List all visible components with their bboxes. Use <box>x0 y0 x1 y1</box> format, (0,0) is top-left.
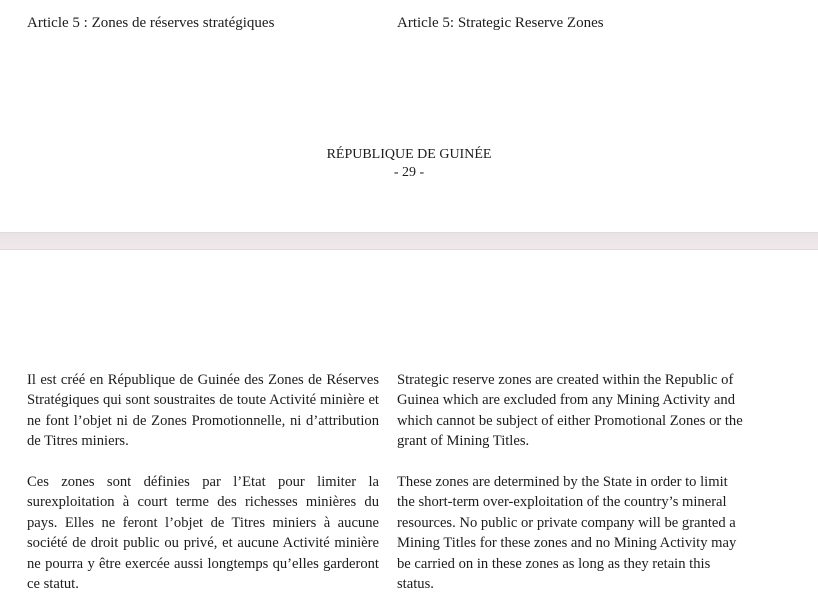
page-number: - 29 - <box>393 165 425 180</box>
page-bottom <box>0 250 818 595</box>
paragraph-text: Ces zones sont définies par l’Etat pour limiter la surexploitation à court terme des richesses minières du pays. Elles ne feront l’objet de Titres miniers à aucune société de droit public ou privé, et aucune Activité minière ne pourra y être exercée aussi longtemps qu’elles garderont ce statut. <box>27 474 379 593</box>
paragraph-text: Strategic reserve zones are created within the Republic of Guinea which are excluded from any Mining Activity and which cannot be subject of either Promotional Zones or the grant of Mining Titles. <box>397 372 743 450</box>
page-top <box>0 0 818 232</box>
article-heading-english: Article 5: Strategic Reserve Zones <box>397 15 604 31</box>
page-footer-country: RÉPUBLIQUE DE GUINÉE <box>326 147 492 162</box>
english-paragraph-2 <box>397 472 749 594</box>
page-separator <box>0 232 818 250</box>
french-paragraph-2 <box>27 472 379 594</box>
article-heading-french: Article 5 : Zones de réserves stratégiques <box>27 15 275 31</box>
paragraph-text: These zones are determined by the State in order to limit the short-term over-exploitation of the country’s mineral resources. No public or private company will be granted a Mining Titles for these zones and no Mining Activity may be carried on in these zones as long as they retain this status. <box>397 474 737 593</box>
french-paragraph-1 <box>27 370 379 452</box>
paragraph-text: Il est créé en République de Guinée des Zones de Réserves Stratégiques qui sont soustraites de toute Activité minière et ne font l’objet ni de Zones Promotionnelle, ni d’attribution de Titres miniers. <box>27 372 379 450</box>
english-paragraph-1 <box>397 370 749 452</box>
